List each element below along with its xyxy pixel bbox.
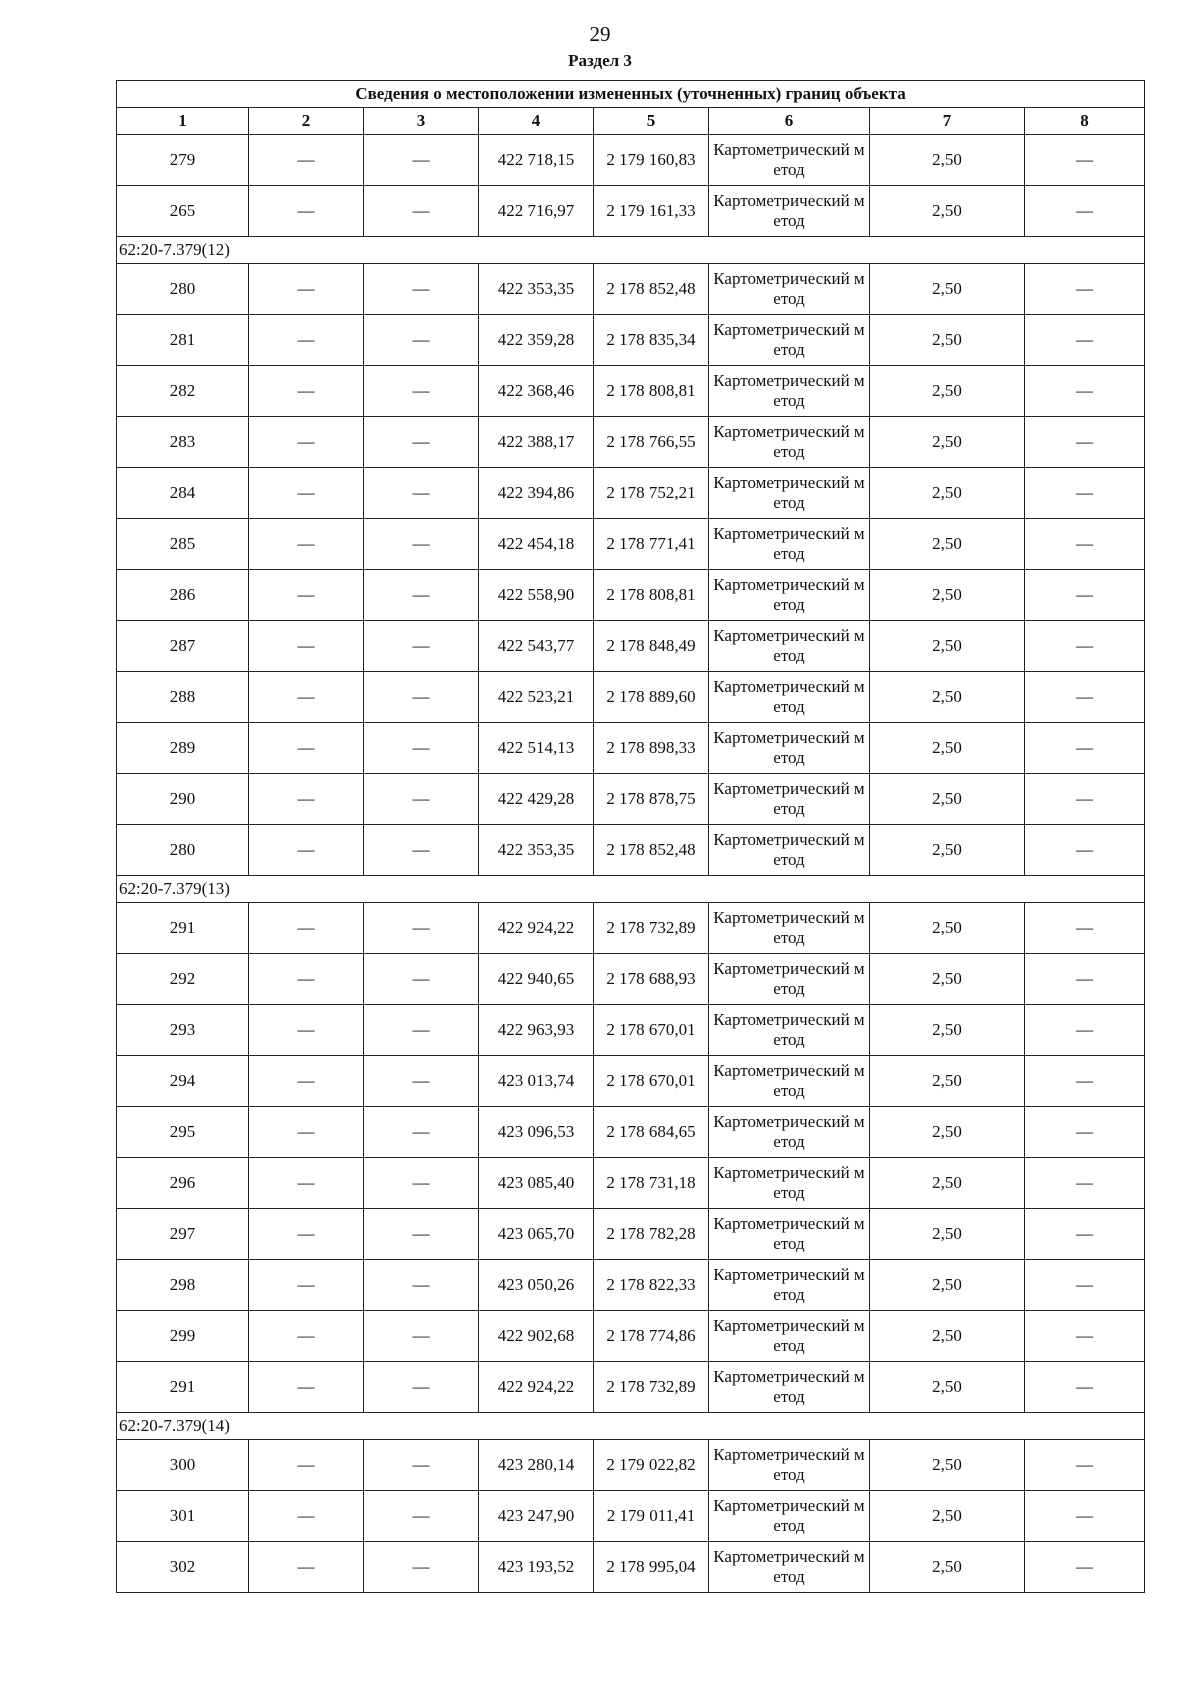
page-number: 29 [589, 22, 611, 46]
dash-cell: — [249, 672, 364, 723]
point-cell: 282 [117, 366, 249, 417]
dash-cell: — [249, 315, 364, 366]
accuracy-cell: 2,50 [870, 1311, 1025, 1362]
table-row [117, 825, 1145, 876]
dash-cell: — [364, 366, 479, 417]
table-row [117, 1107, 1145, 1158]
dash-cell: — [364, 1209, 479, 1260]
dash-cell: — [1025, 1542, 1145, 1593]
accuracy-cell: 2,50 [870, 366, 1025, 417]
dash-cell: — [249, 621, 364, 672]
table-row [117, 570, 1145, 621]
dash-cell: — [1025, 1005, 1145, 1056]
section-title: Раздел 3 [568, 51, 632, 70]
dash-cell: — [249, 1005, 364, 1056]
dash-cell: — [1025, 1311, 1145, 1362]
dash-cell: — [1025, 1209, 1145, 1260]
column-number-header: 3 [364, 108, 479, 135]
table-row [117, 774, 1145, 825]
dash-cell: — [249, 570, 364, 621]
x-coordinate-cell: 422 353,35 [479, 264, 594, 315]
x-coordinate-cell: 422 924,22 [479, 903, 594, 954]
table-row [117, 1158, 1145, 1209]
group-label: 62:20-7.379(13) [117, 876, 1145, 903]
y-coordinate-cell: 2 178 670,01 [594, 1056, 709, 1107]
dash-cell: — [1025, 315, 1145, 366]
dash-cell: — [249, 186, 364, 237]
accuracy-cell: 2,50 [870, 1362, 1025, 1413]
accuracy-cell: 2,50 [870, 954, 1025, 1005]
point-cell: 287 [117, 621, 249, 672]
dash-cell: — [364, 519, 479, 570]
table-row [117, 1005, 1145, 1056]
table-row [117, 1362, 1145, 1413]
accuracy-cell: 2,50 [870, 1107, 1025, 1158]
dash-cell: — [1025, 825, 1145, 876]
dash-cell: — [364, 1542, 479, 1593]
accuracy-cell: 2,50 [870, 186, 1025, 237]
x-coordinate-cell: 422 388,17 [479, 417, 594, 468]
dash-cell: — [1025, 1440, 1145, 1491]
method-cell: Картометрический метод [709, 672, 870, 723]
column-number-header: 2 [249, 108, 364, 135]
accuracy-cell: 2,50 [870, 1056, 1025, 1107]
group-row [117, 876, 1145, 903]
dash-cell: — [1025, 903, 1145, 954]
accuracy-cell: 2,50 [870, 774, 1025, 825]
x-coordinate-cell: 422 523,21 [479, 672, 594, 723]
method-cell: Картометрический метод [709, 1107, 870, 1158]
table-row [117, 186, 1145, 237]
method-cell: Картометрический метод [709, 570, 870, 621]
table-row [117, 366, 1145, 417]
dash-cell: — [364, 954, 479, 1005]
point-cell: 298 [117, 1260, 249, 1311]
dash-cell: — [1025, 774, 1145, 825]
table-row [117, 1056, 1145, 1107]
y-coordinate-cell: 2 178 889,60 [594, 672, 709, 723]
dash-cell: — [364, 1107, 479, 1158]
y-coordinate-cell: 2 178 774,86 [594, 1311, 709, 1362]
dash-cell: — [364, 825, 479, 876]
y-coordinate-cell: 2 178 852,48 [594, 825, 709, 876]
point-cell: 291 [117, 1362, 249, 1413]
dash-cell: — [249, 774, 364, 825]
dash-cell: — [1025, 468, 1145, 519]
y-coordinate-cell: 2 178 731,18 [594, 1158, 709, 1209]
table-row [117, 315, 1145, 366]
column-number-header: 8 [1025, 108, 1145, 135]
y-coordinate-cell: 2 179 022,82 [594, 1440, 709, 1491]
dash-cell: — [364, 468, 479, 519]
y-coordinate-cell: 2 178 732,89 [594, 1362, 709, 1413]
y-coordinate-cell: 2 178 898,33 [594, 723, 709, 774]
accuracy-cell: 2,50 [870, 621, 1025, 672]
group-row [117, 1413, 1145, 1440]
point-cell: 283 [117, 417, 249, 468]
point-cell: 295 [117, 1107, 249, 1158]
dash-cell: — [249, 903, 364, 954]
point-cell: 297 [117, 1209, 249, 1260]
x-coordinate-cell: 422 353,35 [479, 825, 594, 876]
dash-cell: — [1025, 519, 1145, 570]
method-cell: Картометрический метод [709, 1056, 870, 1107]
table-row [117, 1440, 1145, 1491]
y-coordinate-cell: 2 178 782,28 [594, 1209, 709, 1260]
method-cell: Картометрический метод [709, 1362, 870, 1413]
table-row [117, 135, 1145, 186]
table-row [117, 1209, 1145, 1260]
dash-cell: — [364, 570, 479, 621]
dash-cell: — [1025, 621, 1145, 672]
table-row [117, 468, 1145, 519]
y-coordinate-cell: 2 178 766,55 [594, 417, 709, 468]
table-row [117, 621, 1145, 672]
y-coordinate-cell: 2 178 732,89 [594, 903, 709, 954]
dash-cell: — [249, 1158, 364, 1209]
x-coordinate-cell: 422 368,46 [479, 366, 594, 417]
dash-cell: — [249, 1491, 364, 1542]
accuracy-cell: 2,50 [870, 825, 1025, 876]
point-cell: 296 [117, 1158, 249, 1209]
y-coordinate-cell: 2 178 808,81 [594, 570, 709, 621]
x-coordinate-cell: 422 514,13 [479, 723, 594, 774]
y-coordinate-cell: 2 179 011,41 [594, 1491, 709, 1542]
dash-cell: — [1025, 1056, 1145, 1107]
point-cell: 294 [117, 1056, 249, 1107]
dash-cell: — [364, 1158, 479, 1209]
point-cell: 292 [117, 954, 249, 1005]
method-cell: Картометрический метод [709, 825, 870, 876]
method-cell: Картометрический метод [709, 186, 870, 237]
dash-cell: — [249, 519, 364, 570]
x-coordinate-cell: 422 543,77 [479, 621, 594, 672]
dash-cell: — [1025, 264, 1145, 315]
dash-cell: — [364, 1056, 479, 1107]
table-row [117, 417, 1145, 468]
accuracy-cell: 2,50 [870, 1260, 1025, 1311]
y-coordinate-cell: 2 178 752,21 [594, 468, 709, 519]
method-cell: Картометрический метод [709, 315, 870, 366]
group-row [117, 237, 1145, 264]
dash-cell: — [249, 1209, 364, 1260]
dash-cell: — [249, 1440, 364, 1491]
point-cell: 288 [117, 672, 249, 723]
x-coordinate-cell: 423 096,53 [479, 1107, 594, 1158]
dash-cell: — [364, 1491, 479, 1542]
point-cell: 279 [117, 135, 249, 186]
dash-cell: — [364, 315, 479, 366]
method-cell: Картометрический метод [709, 468, 870, 519]
dash-cell: — [249, 366, 364, 417]
dash-cell: — [249, 1362, 364, 1413]
accuracy-cell: 2,50 [870, 417, 1025, 468]
dash-cell: — [1025, 723, 1145, 774]
dash-cell: — [1025, 1362, 1145, 1413]
x-coordinate-cell: 422 940,65 [479, 954, 594, 1005]
x-coordinate-cell: 422 429,28 [479, 774, 594, 825]
x-coordinate-cell: 422 558,90 [479, 570, 594, 621]
method-cell: Картометрический метод [709, 1542, 870, 1593]
dash-cell: — [1025, 570, 1145, 621]
method-cell: Картометрический метод [709, 519, 870, 570]
accuracy-cell: 2,50 [870, 135, 1025, 186]
dash-cell: — [249, 1056, 364, 1107]
point-cell: 265 [117, 186, 249, 237]
x-coordinate-cell: 423 050,26 [479, 1260, 594, 1311]
y-coordinate-cell: 2 178 878,75 [594, 774, 709, 825]
dash-cell: — [364, 621, 479, 672]
dash-cell: — [249, 1542, 364, 1593]
y-coordinate-cell: 2 179 160,83 [594, 135, 709, 186]
table-caption: Сведения о местоположении измененных (уточненных) границ объекта [117, 81, 1145, 108]
dash-cell: — [364, 186, 479, 237]
table-row [117, 1260, 1145, 1311]
dash-cell: — [249, 1311, 364, 1362]
point-cell: 290 [117, 774, 249, 825]
dash-cell: — [364, 1005, 479, 1056]
method-cell: Картометрический метод [709, 723, 870, 774]
x-coordinate-cell: 422 902,68 [479, 1311, 594, 1362]
method-cell: Картометрический метод [709, 1440, 870, 1491]
accuracy-cell: 2,50 [870, 468, 1025, 519]
accuracy-cell: 2,50 [870, 264, 1025, 315]
table-row [117, 903, 1145, 954]
method-cell: Картометрический метод [709, 1209, 870, 1260]
dash-cell: — [1025, 1107, 1145, 1158]
point-cell: 300 [117, 1440, 249, 1491]
column-number-header: 5 [594, 108, 709, 135]
y-coordinate-cell: 2 178 995,04 [594, 1542, 709, 1593]
dash-cell: — [364, 672, 479, 723]
method-cell: Картометрический метод [709, 366, 870, 417]
y-coordinate-cell: 2 178 771,41 [594, 519, 709, 570]
dash-cell: — [1025, 954, 1145, 1005]
dash-cell: — [249, 135, 364, 186]
x-coordinate-cell: 422 963,93 [479, 1005, 594, 1056]
dash-cell: — [249, 954, 364, 1005]
method-cell: Картометрический метод [709, 903, 870, 954]
dash-cell: — [1025, 135, 1145, 186]
y-coordinate-cell: 2 178 822,33 [594, 1260, 709, 1311]
y-coordinate-cell: 2 178 670,01 [594, 1005, 709, 1056]
point-cell: 285 [117, 519, 249, 570]
group-label: 62:20-7.379(14) [117, 1413, 1145, 1440]
x-coordinate-cell: 422 716,97 [479, 186, 594, 237]
column-number-header: 4 [479, 108, 594, 135]
method-cell: Картометрический метод [709, 621, 870, 672]
x-coordinate-cell: 422 394,86 [479, 468, 594, 519]
x-coordinate-cell: 423 013,74 [479, 1056, 594, 1107]
x-coordinate-cell: 423 247,90 [479, 1491, 594, 1542]
accuracy-cell: 2,50 [870, 1440, 1025, 1491]
accuracy-cell: 2,50 [870, 570, 1025, 621]
point-cell: 301 [117, 1491, 249, 1542]
x-coordinate-cell: 423 193,52 [479, 1542, 594, 1593]
point-cell: 280 [117, 825, 249, 876]
x-coordinate-cell: 423 065,70 [479, 1209, 594, 1260]
accuracy-cell: 2,50 [870, 1158, 1025, 1209]
table-row [117, 954, 1145, 1005]
dash-cell: — [249, 825, 364, 876]
dash-cell: — [249, 468, 364, 519]
method-cell: Картометрический метод [709, 774, 870, 825]
method-cell: Картометрический метод [709, 417, 870, 468]
y-coordinate-cell: 2 178 684,65 [594, 1107, 709, 1158]
dash-cell: — [1025, 1158, 1145, 1209]
coordinates-table [116, 80, 1145, 1593]
method-cell: Картометрический метод [709, 135, 870, 186]
table-row [117, 672, 1145, 723]
method-cell: Картометрический метод [709, 1491, 870, 1542]
dash-cell: — [1025, 672, 1145, 723]
accuracy-cell: 2,50 [870, 1005, 1025, 1056]
x-coordinate-cell: 422 454,18 [479, 519, 594, 570]
accuracy-cell: 2,50 [870, 672, 1025, 723]
dash-cell: — [364, 1311, 479, 1362]
dash-cell: — [364, 135, 479, 186]
dash-cell: — [249, 417, 364, 468]
table-row [117, 723, 1145, 774]
point-cell: 289 [117, 723, 249, 774]
y-coordinate-cell: 2 178 688,93 [594, 954, 709, 1005]
dash-cell: — [364, 723, 479, 774]
point-cell: 281 [117, 315, 249, 366]
group-label: 62:20-7.379(12) [117, 237, 1145, 264]
method-cell: Картометрический метод [709, 1158, 870, 1209]
dash-cell: — [364, 1440, 479, 1491]
dash-cell: — [364, 264, 479, 315]
dash-cell: — [249, 264, 364, 315]
method-cell: Картометрический метод [709, 1005, 870, 1056]
x-coordinate-cell: 422 718,15 [479, 135, 594, 186]
point-cell: 291 [117, 903, 249, 954]
method-cell: Картометрический метод [709, 954, 870, 1005]
dash-cell: — [364, 903, 479, 954]
point-cell: 293 [117, 1005, 249, 1056]
accuracy-cell: 2,50 [870, 723, 1025, 774]
accuracy-cell: 2,50 [870, 1542, 1025, 1593]
dash-cell: — [249, 1260, 364, 1311]
dash-cell: — [364, 774, 479, 825]
y-coordinate-cell: 2 178 852,48 [594, 264, 709, 315]
dash-cell: — [1025, 186, 1145, 237]
accuracy-cell: 2,50 [870, 1491, 1025, 1542]
point-cell: 284 [117, 468, 249, 519]
accuracy-cell: 2,50 [870, 903, 1025, 954]
x-coordinate-cell: 422 359,28 [479, 315, 594, 366]
dash-cell: — [1025, 1260, 1145, 1311]
dash-cell: — [1025, 417, 1145, 468]
dash-cell: — [1025, 366, 1145, 417]
y-coordinate-cell: 2 178 808,81 [594, 366, 709, 417]
column-number-header: 6 [709, 108, 870, 135]
point-cell: 286 [117, 570, 249, 621]
accuracy-cell: 2,50 [870, 315, 1025, 366]
accuracy-cell: 2,50 [870, 1209, 1025, 1260]
x-coordinate-cell: 423 280,14 [479, 1440, 594, 1491]
dash-cell: — [364, 417, 479, 468]
method-cell: Картометрический метод [709, 1260, 870, 1311]
y-coordinate-cell: 2 178 848,49 [594, 621, 709, 672]
x-coordinate-cell: 423 085,40 [479, 1158, 594, 1209]
dash-cell: — [1025, 1491, 1145, 1542]
column-number-header: 1 [117, 108, 249, 135]
point-cell: 280 [117, 264, 249, 315]
table-row [117, 1311, 1145, 1362]
y-coordinate-cell: 2 178 835,34 [594, 315, 709, 366]
point-cell: 299 [117, 1311, 249, 1362]
method-cell: Картометрический метод [709, 1311, 870, 1362]
point-cell: 302 [117, 1542, 249, 1593]
accuracy-cell: 2,50 [870, 519, 1025, 570]
dash-cell: — [364, 1260, 479, 1311]
dash-cell: — [249, 1107, 364, 1158]
dash-cell: — [364, 1362, 479, 1413]
table-row [117, 264, 1145, 315]
dash-cell: — [249, 723, 364, 774]
table-row [117, 519, 1145, 570]
method-cell: Картометрический метод [709, 264, 870, 315]
table-row [117, 1491, 1145, 1542]
x-coordinate-cell: 422 924,22 [479, 1362, 594, 1413]
y-coordinate-cell: 2 179 161,33 [594, 186, 709, 237]
column-number-header: 7 [870, 108, 1025, 135]
table-row [117, 1542, 1145, 1593]
